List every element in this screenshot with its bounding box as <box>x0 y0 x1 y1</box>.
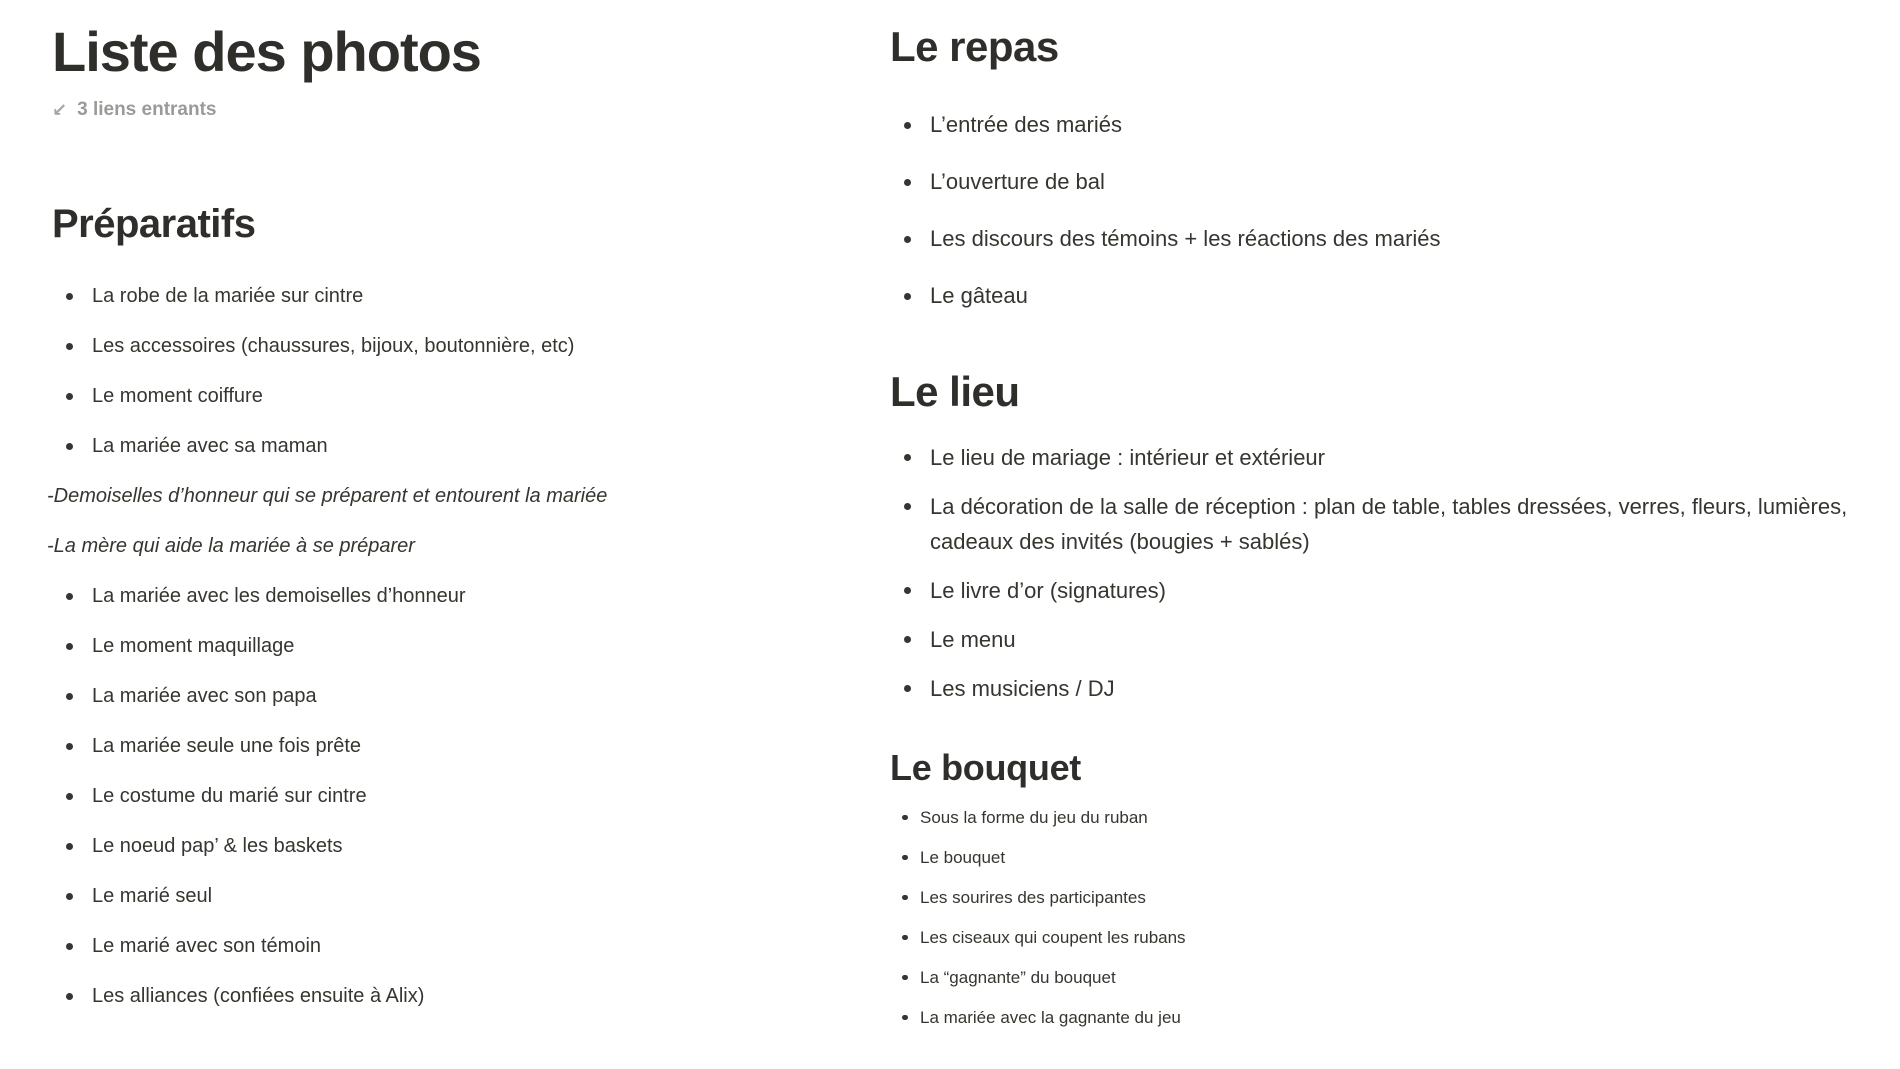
bullet-wrap <box>52 881 92 900</box>
list-item <box>52 281 822 311</box>
bullet-wrap <box>52 781 92 800</box>
list-item <box>52 381 822 411</box>
bullet-wrap <box>890 622 930 643</box>
bullet-wrap <box>890 885 920 901</box>
bullet-dot <box>904 454 911 461</box>
repas-list <box>890 108 1875 313</box>
bullet-wrap <box>890 489 930 510</box>
section-heading-repas: Le repas <box>890 23 1059 70</box>
backlinks-label: 3 liens entrants <box>77 99 217 121</box>
bullet-wrap <box>52 581 92 600</box>
bullet-wrap <box>890 573 930 594</box>
backlink-arrow-icon: ↙ <box>52 100 68 121</box>
bullet-wrap <box>890 222 930 243</box>
bullet-dot <box>902 815 908 821</box>
section-heading-lieu: Le lieu <box>890 368 1020 416</box>
bullet-wrap <box>52 381 92 400</box>
bullet-dot <box>904 587 911 594</box>
list-item-text: Le gâteau <box>930 283 1028 309</box>
list-item <box>890 489 1875 559</box>
list-item-text: Les sourires des participantes <box>920 887 1146 907</box>
list-item <box>890 671 1875 706</box>
bullet-dot <box>66 593 73 600</box>
list-item-text: Sous la forme du jeu du ruban <box>920 807 1148 827</box>
section-heading-bouquet: Le bouquet <box>890 746 1081 788</box>
bullet-dot <box>904 122 911 129</box>
list-item-text: Le menu <box>930 626 1016 652</box>
bullet-wrap <box>890 165 930 186</box>
bullet-dot <box>66 343 73 350</box>
bullet-wrap <box>890 440 930 461</box>
bullet-wrap <box>890 279 930 300</box>
bullet-dot <box>66 393 73 400</box>
list-item-text: Le livre d’or (signatures) <box>930 577 1166 603</box>
bullet-dot <box>66 693 73 700</box>
list-item-text: Le lieu de mariage : intérieur et extérieur <box>930 444 1325 470</box>
bullet-wrap <box>890 1005 920 1021</box>
bullet-dot <box>902 1015 908 1021</box>
bullet-dot <box>66 893 73 900</box>
bullet-wrap <box>890 845 920 861</box>
bullet-wrap <box>52 681 92 700</box>
list-item-text: Les accessoires (chaussures, bijoux, boutonnière, etc) <box>92 335 575 358</box>
list-item-text: La mariée avec sa maman <box>92 435 328 458</box>
list-item <box>890 440 1875 475</box>
list-item-text: Le bouquet <box>920 847 1006 867</box>
list-item <box>890 573 1875 608</box>
list-item <box>890 925 1875 951</box>
list-item <box>890 885 1875 911</box>
list-item-text: Le noeud pap’ & les baskets <box>92 835 343 858</box>
list-item <box>52 781 822 811</box>
backlinks-toggle[interactable] <box>52 99 216 121</box>
list-item-text: Les discours des témoins + les réactions des mariés <box>930 226 1441 252</box>
list-item-text: La mariée avec son papa <box>92 685 317 708</box>
list-item-text: L’ouverture de bal <box>930 169 1105 195</box>
list-item <box>52 881 822 911</box>
bouquet-list <box>890 805 1875 1031</box>
preparatifs-list-continued <box>52 581 822 1011</box>
list-item-text: Le moment maquillage <box>92 635 295 658</box>
list-item <box>52 581 822 611</box>
bullet-dot <box>66 443 73 450</box>
list-item <box>52 931 822 961</box>
bullet-dot <box>902 935 908 941</box>
list-item <box>890 222 1875 256</box>
list-item <box>52 681 822 711</box>
list-item <box>52 331 822 361</box>
bullet-dot <box>904 685 911 692</box>
list-item <box>52 631 822 661</box>
bullet-dot <box>66 643 73 650</box>
list-item <box>52 431 822 461</box>
italic-note: -Demoiselles d’honneur qui se préparent et entourent la mariée <box>47 485 608 508</box>
bullet-dot <box>902 855 908 861</box>
bullet-dot <box>902 975 908 981</box>
bullet-dot <box>66 293 73 300</box>
list-item <box>52 731 822 761</box>
preparatifs-list <box>52 281 822 461</box>
bullet-dot <box>904 179 911 186</box>
list-item <box>890 622 1875 657</box>
list-item-text: La robe de la mariée sur cintre <box>92 285 364 308</box>
list-item-text: La mariée avec les demoiselles d’honneur <box>92 585 466 608</box>
bullet-dot <box>66 743 73 750</box>
list-item-text: Les alliances (confiées ensuite à Alix) <box>92 985 425 1008</box>
list-item <box>890 1005 1875 1031</box>
section-heading-preparatifs: Préparatifs <box>52 202 256 247</box>
bullet-dot <box>66 993 73 1000</box>
list-item-text: La mariée seule une fois prête <box>92 735 362 758</box>
right-column <box>890 0 1875 1045</box>
bullet-dot <box>904 503 911 510</box>
page-title: Liste des photos <box>52 20 481 83</box>
bullet-wrap <box>52 331 92 350</box>
bullet-wrap <box>52 431 92 450</box>
list-item-text: La décoration de la salle de réception : plan de table, tables dressées, verres, fleurs, lumières, cadeaux des invités (bougies + sablés) <box>930 493 1848 554</box>
bullet-dot <box>66 793 73 800</box>
list-item-text: Les ciseaux qui coupent les rubans <box>920 927 1186 947</box>
bullet-dot <box>904 293 911 300</box>
bullet-dot <box>66 843 73 850</box>
bullet-wrap <box>52 931 92 950</box>
list-item-text: La mariée avec la gagnante du jeu <box>920 1007 1181 1027</box>
list-item <box>890 805 1875 831</box>
list-item <box>890 165 1875 199</box>
bullet-wrap <box>890 671 930 692</box>
list-item-text: Le moment coiffure <box>92 385 263 408</box>
list-item-text: Le marié seul <box>92 885 213 908</box>
list-item-text: Les musiciens / DJ <box>930 675 1115 701</box>
list-item <box>890 108 1875 142</box>
list-item <box>890 965 1875 991</box>
lieu-list <box>890 440 1875 706</box>
list-item-text: Le costume du marié sur cintre <box>92 785 367 808</box>
list-item <box>52 981 822 1011</box>
bullet-wrap <box>52 631 92 650</box>
list-item <box>52 831 822 861</box>
bullet-dot <box>66 943 73 950</box>
left-column <box>47 0 822 1031</box>
bullet-wrap <box>890 108 930 129</box>
list-item-text: La “gagnante” du bouquet <box>920 967 1116 987</box>
bullet-wrap <box>890 965 920 981</box>
bullet-wrap <box>890 805 920 821</box>
bullet-wrap <box>890 925 920 941</box>
list-item-text: L’entrée des mariés <box>930 112 1122 138</box>
bullet-wrap <box>52 731 92 750</box>
bullet-wrap <box>52 981 92 1000</box>
bullet-dot <box>904 236 911 243</box>
list-item-text: Le marié avec son témoin <box>92 935 322 958</box>
bullet-wrap <box>52 831 92 850</box>
italic-note: -La mère qui aide la mariée à se préparer <box>47 535 415 558</box>
list-item <box>890 279 1875 313</box>
list-item <box>890 845 1875 871</box>
bullet-dot <box>902 895 908 901</box>
bullet-dot <box>904 636 911 643</box>
bullet-wrap <box>52 281 92 300</box>
